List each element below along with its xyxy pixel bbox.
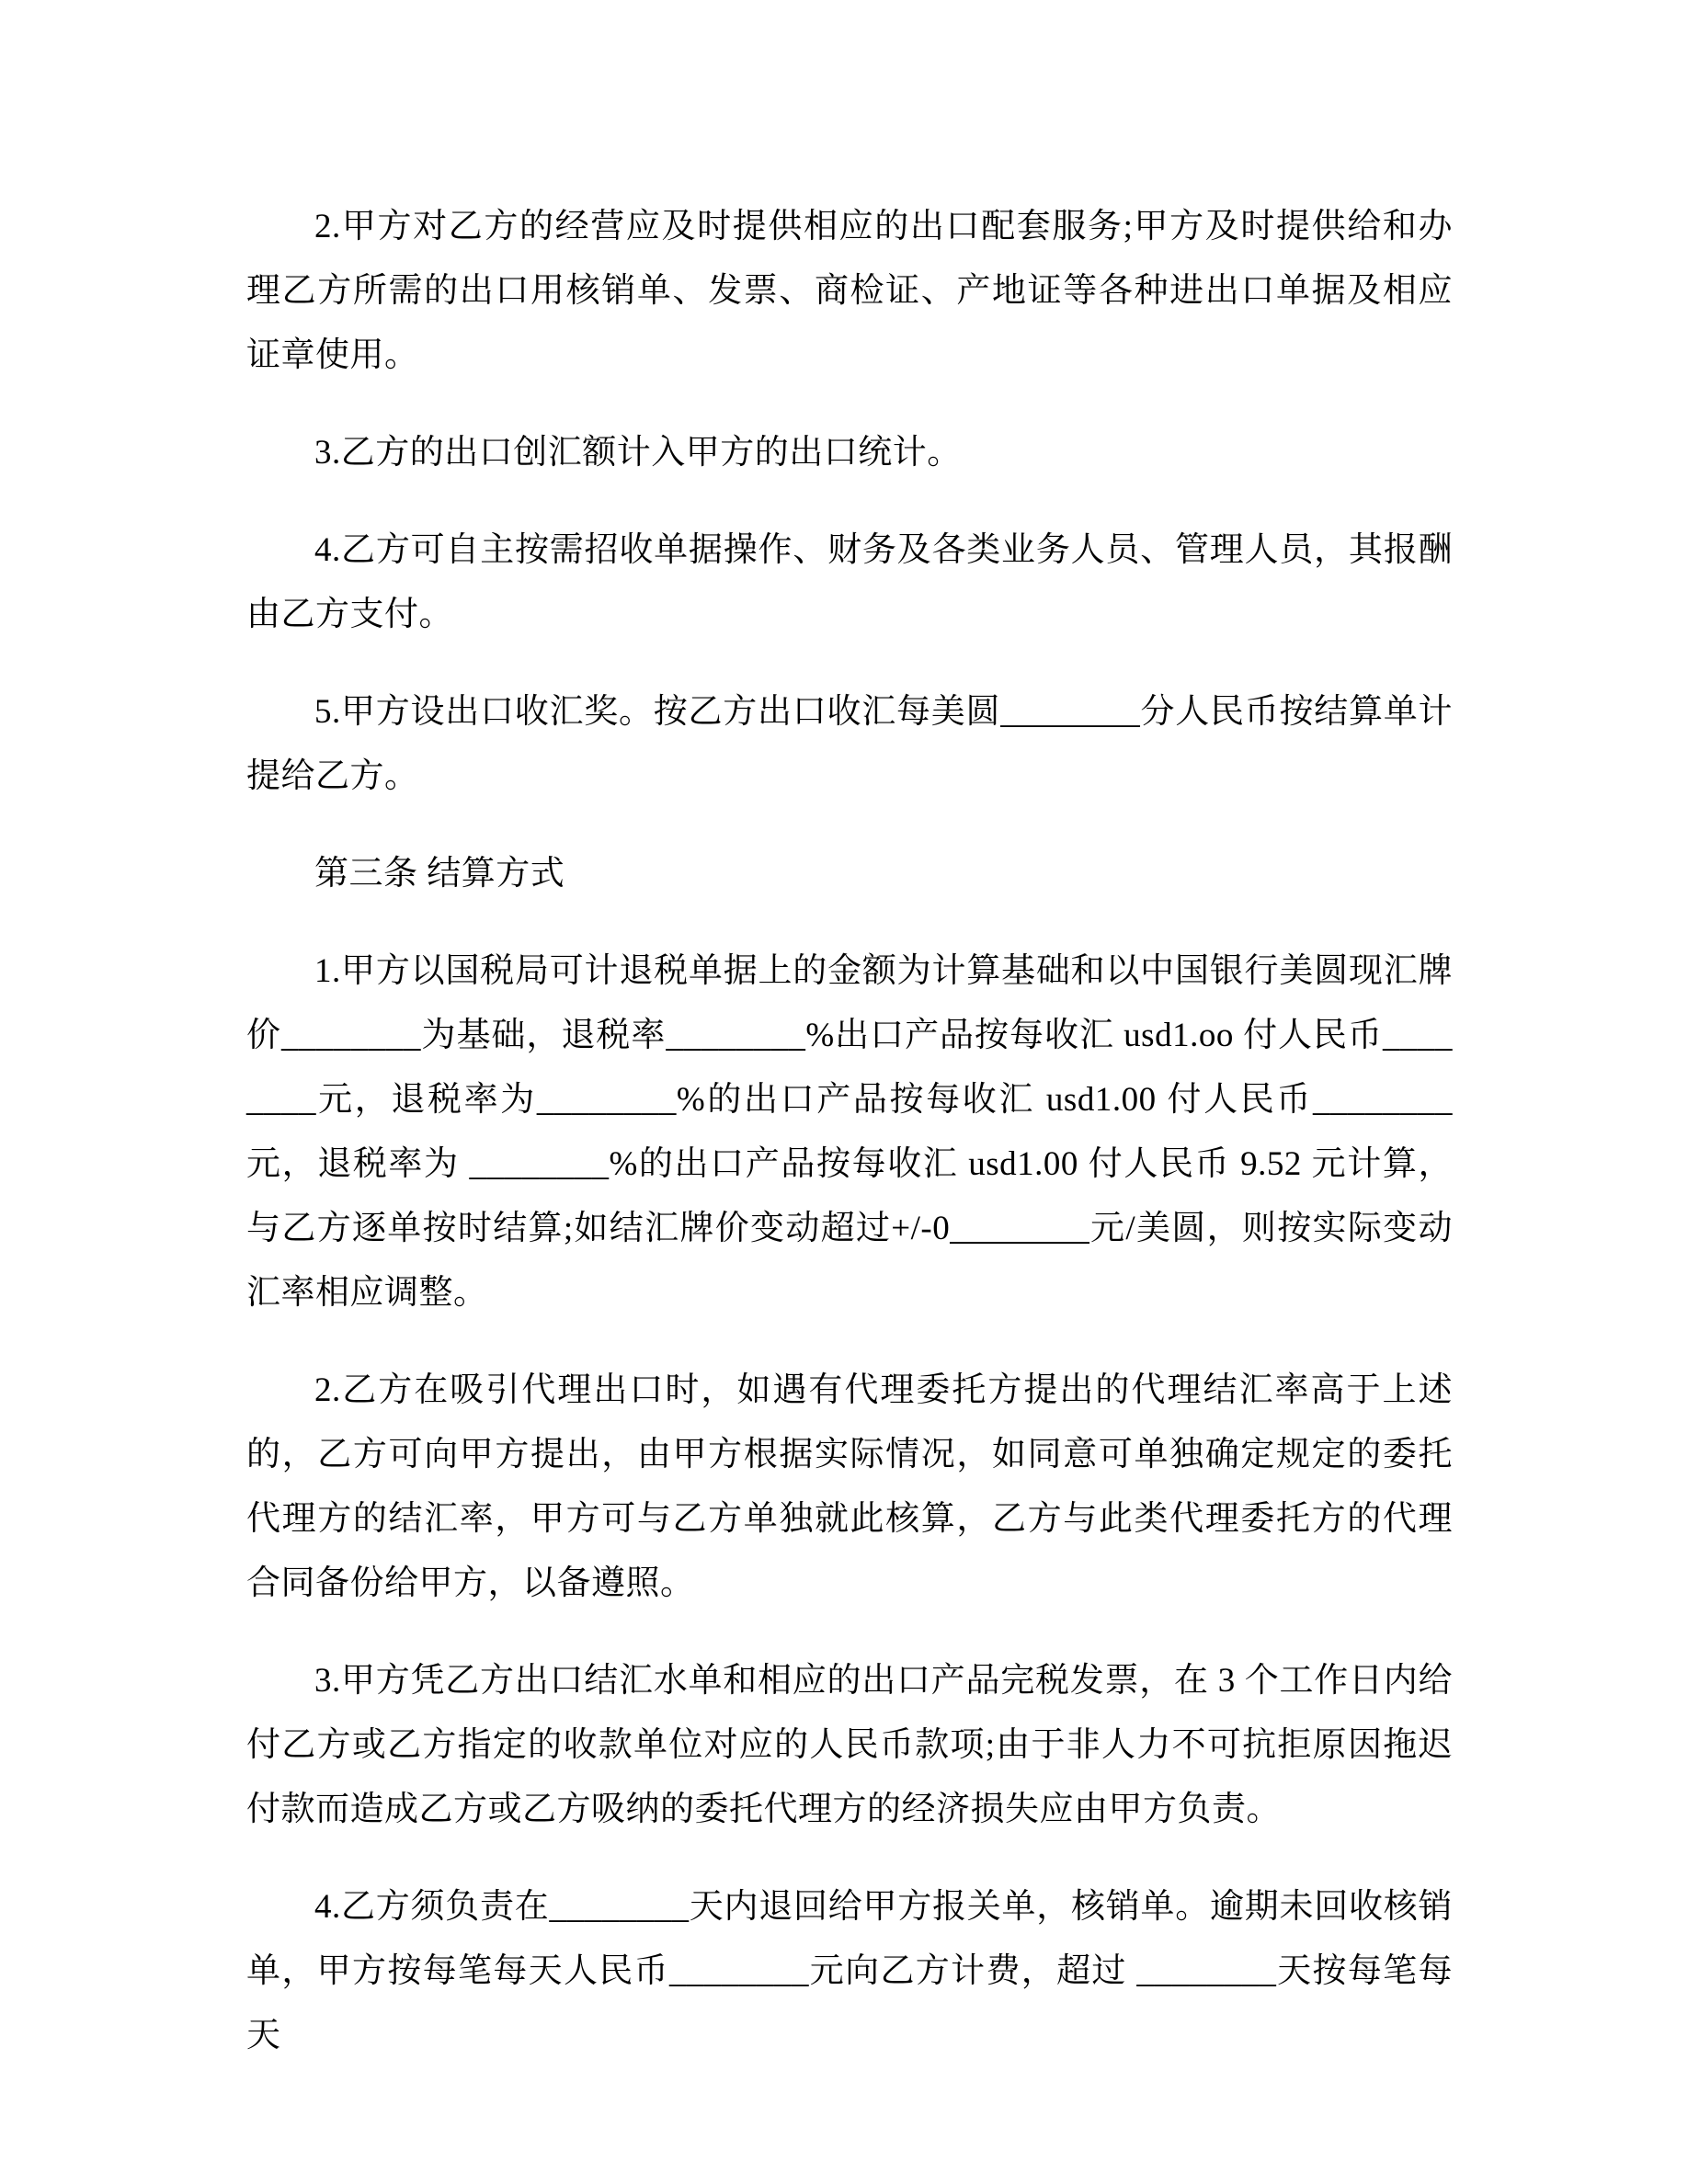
section-heading: 第三条 结算方式 bbox=[314, 855, 565, 893]
paragraph: 4.乙方须负责在________天内退回给甲方报关单，核销单。逾期未回收核销单，甲方按每笔每天人民币________元向乙方计费，超过 ________天按每笔每天 bbox=[246, 1888, 1453, 2054]
paragraph: 1.甲方以国税局可计退税单据上的金额为计算基础和以中国银行美圆现汇牌价________为基础，退税率________%出口产品按每收汇 usd1.oo 付人民币________元，退税率为________%的出口产品按每收汇 usd1.00 付人民币________元，退税率为 ________%的出口产品按每收汇 usd1.00 付人民币 9.52 元计算，与乙方逐单按时结算;如结汇牌价变动超过+/-0________元/美圆，则按实际变动汇率相应调整。 bbox=[246, 952, 1454, 1312]
paragraph: 3.乙方的出口创汇额计入甲方的出口统计。 bbox=[314, 434, 962, 472]
paragraph: 4.乙方可自主按需招收单据操作、财务及各类业务人员、管理人员，其报酬由乙方支付。 bbox=[246, 531, 1453, 633]
paragraph: 3.甲方凭乙方出口结汇水单和相应的出口产品完税发票，在 3 个工作日内给付乙方或乙方指定的收款单位对应的人民币款项;由于非人力不可抗拒原因拖迟付款而造成乙方或乙方吸纳的委托代理方的经济损失应由甲方负责。 bbox=[246, 1662, 1453, 1828]
paragraph: 2.甲方对乙方的经营应及时提供相应的出口配套服务;甲方及时提供给和办理乙方所需的出口用核销单、发票、商检证、产地证等各种进出口单据及相应证章使用。 bbox=[246, 208, 1453, 374]
contract-body bbox=[246, 195, 1453, 2068]
paragraph: 2.乙方在吸引代理出口时，如遇有代理委托方提出的代理结汇率高于上述的，乙方可向甲方提出，由甲方根据实际情况，如同意可单独确定规定的委托代理方的结汇率，甲方可与乙方单独就此核算，乙方与此类代理委托方的代理合同备份给甲方，以备遵照。 bbox=[246, 1371, 1453, 1602]
paragraph: 5.甲方设出口收汇奖。按乙方出口收汇每美圆________分人民币按结算单计提给乙方。 bbox=[246, 693, 1453, 795]
